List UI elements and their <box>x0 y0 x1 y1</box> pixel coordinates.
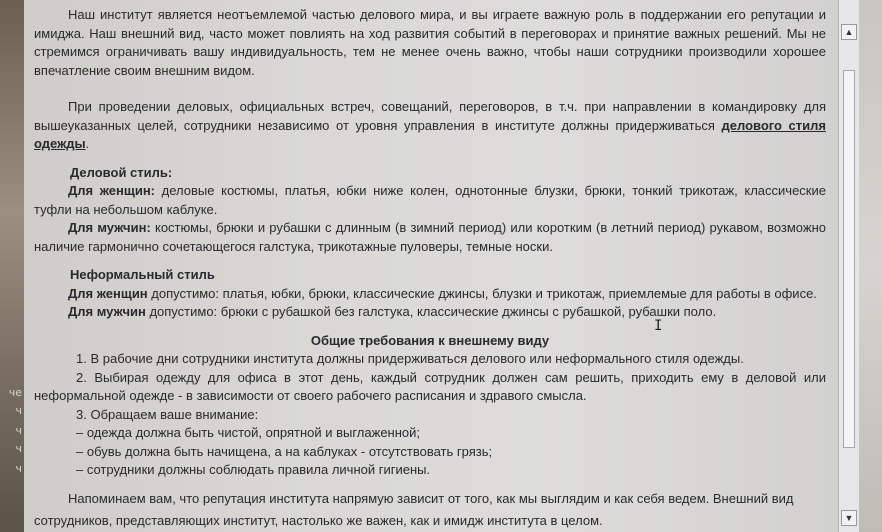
business-men-text: костюмы, брюки и рубашки с длинным (в зимний период) или коротким (в летний период) рукавом, возможно наличие гармонично сочетающегося галстука, трикотажные пуловеры, темные носки. <box>34 220 827 254</box>
scrollbar-track[interactable] <box>843 70 855 448</box>
background-text-fragment: чe <box>8 386 22 399</box>
attention-item-1: – одежда должна быть чистой, опрятной и выглаженной; <box>76 425 421 440</box>
closing-paragraph: Напоминаем вам, что репутация института напрямую зависит от того, как мы выглядим и как себя ведем. Внешний вид <box>68 490 794 506</box>
background-text-fragment: ч <box>15 462 22 475</box>
background-text-fragment: ч <box>15 442 22 455</box>
meetings-end: . <box>85 136 90 151</box>
closing-paragraph-continuation: сотрудников, представляющих институт, настолько же важен, как и имидж института в целом. <box>34 513 603 528</box>
requirement-item-1: 1. В рабочие дни сотрудники института должны придерживаться делового или неформального стиля одежды. <box>76 351 744 366</box>
attention-item-3: – сотрудники должны соблюдать правила личной гигиены. <box>76 462 431 477</box>
desk-background-right <box>859 0 882 532</box>
background-text-fragment: ч <box>15 424 22 437</box>
meetings-text: При проведении деловых, официальных встреч, совещаний, переговоров, в т.ч. при направлении в командировку для вышеуказанных целей, сотрудники независимо от уровня управления в институте должны придерживаться <box>34 99 826 133</box>
document-page[interactable] <box>24 0 838 532</box>
business-women-text: деловые костюмы, платья, юбки ниже колен, однотонные блузки, брюки, тонкий трикотаж, классические туфли на небольшом каблуке. <box>34 183 826 217</box>
casual-women-label: Для женщин <box>68 285 148 301</box>
casual-women-text: допустимо: платья, юбки, брюки, классические джинсы, блузки и трикотаж, приемлемые для работы в офисе. <box>147 285 817 301</box>
casual-men-line <box>34 303 826 322</box>
attention-item-2: – обувь должна быть начищена, а на каблуках - отсутствовать грязь; <box>76 443 493 459</box>
background-text-fragment: ч <box>15 404 22 417</box>
requirement-item-3: 3. Обращаем ваше внимание: <box>76 406 259 422</box>
general-requirements-heading: Общие требования к внешнему виду <box>310 332 550 348</box>
casual-men-label: Для мужчин <box>68 304 146 319</box>
business-style-heading: Деловой стиль: <box>70 164 173 180</box>
casual-women-line <box>34 285 826 304</box>
vertical-scrollbar[interactable] <box>838 0 859 532</box>
business-men-line <box>34 219 826 256</box>
business-men-label: Для мужчин: <box>68 220 151 235</box>
scroll-down-button[interactable]: ▼ <box>841 510 857 526</box>
meetings-paragraph <box>34 98 826 154</box>
desk-background-left <box>0 0 24 532</box>
closing-paragraph-cut-line <box>34 512 826 532</box>
business-style-emphasis: делового стиля одежды <box>34 117 826 151</box>
business-women-label: Для женщин: <box>68 183 156 198</box>
scroll-up-button[interactable]: ▲ <box>841 24 857 40</box>
business-women-line <box>34 182 826 219</box>
requirement-item-2: 2. Выбирая одежду для офиса в этот день, каждый сотрудник должен сам решить, приходить ему в деловой или неформальной одежде - в зависимости от своего рабочего расписания и здравого смысла. <box>34 369 826 403</box>
casual-men-text: допустимо: брюки с рубашкой без галстука, классические джинсы с рубашкой, рубашки поло. <box>145 304 717 319</box>
document-body[interactable] <box>34 6 826 508</box>
casual-style-heading: Неформальный стиль <box>70 267 215 282</box>
intro-paragraph: Наш институт является неотъемлемой частью делового мира, и вы играете важную роль в поддержании его репутации и имиджа. Наш внешний вид, часто может повлиять на ход развития событий в переговорах и принятие важных решений. Мы не стремимся ограничивать вашу индивидуальность, тем не менее очень важно, чтобы наши сотрудники производили хорошее впечатление своим внешним видом. <box>34 7 826 78</box>
text-cursor-icon: I <box>654 318 663 334</box>
